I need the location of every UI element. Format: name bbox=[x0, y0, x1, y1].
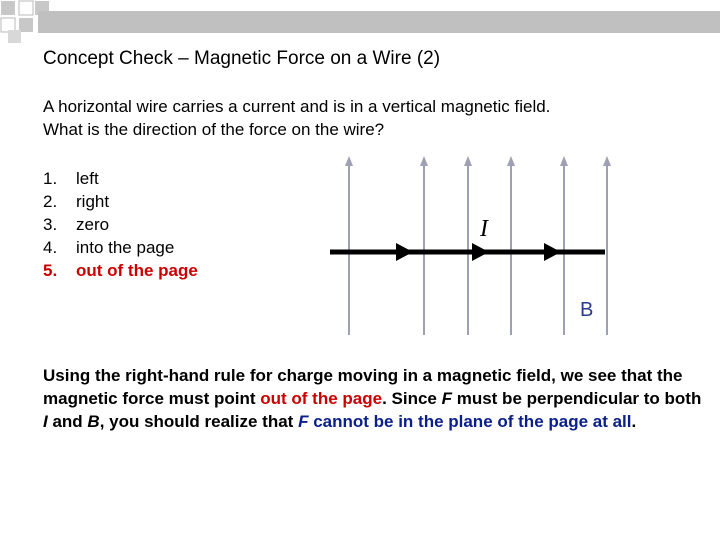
symbol-b: B bbox=[87, 412, 100, 431]
explanation-part: Using the right-hand rule for charge moving in a magnetic field, we see that the magnetic force must point bbox=[43, 366, 683, 408]
option-number: 2. bbox=[43, 192, 58, 211]
current-arrow-2 bbox=[472, 243, 489, 261]
field-line-5 bbox=[560, 156, 568, 335]
explanation-text bbox=[43, 364, 703, 433]
symbol-i: I bbox=[43, 412, 48, 431]
question-line-1: A horizontal wire carries a current and is in a vertical magnetic field. bbox=[43, 97, 551, 116]
page-title: Concept Check – Magnetic Force on a Wire (2) bbox=[43, 48, 441, 69]
answer-options bbox=[43, 167, 198, 282]
option-5-correct bbox=[43, 259, 198, 282]
question-line-2: What is the direction of the force on the wire? bbox=[43, 120, 385, 139]
wire-field-diagram bbox=[330, 150, 630, 340]
conclusion-text: cannot be in the plane of the page at all bbox=[313, 412, 632, 431]
option-label: out of the page bbox=[76, 261, 198, 280]
field-line-2 bbox=[420, 156, 428, 335]
option-label: zero bbox=[76, 215, 110, 234]
field-line-6 bbox=[603, 156, 611, 335]
field-line-3 bbox=[464, 156, 472, 335]
option-3 bbox=[43, 213, 198, 236]
current-arrow-1 bbox=[396, 243, 413, 261]
option-4 bbox=[43, 236, 198, 259]
explanation-part: must be perpendicular to both bbox=[452, 389, 702, 408]
field-label: B bbox=[580, 299, 594, 321]
question-text bbox=[43, 95, 550, 141]
option-1 bbox=[43, 167, 198, 190]
explanation-part: . bbox=[631, 412, 637, 431]
header-bar bbox=[38, 11, 720, 33]
option-2 bbox=[43, 190, 198, 213]
symbol-f: F bbox=[441, 389, 452, 408]
explanation-part: and bbox=[47, 412, 88, 431]
highlight-out-of-page: out of the page bbox=[260, 389, 383, 408]
option-label: right bbox=[76, 192, 110, 211]
field-line-1 bbox=[345, 156, 353, 335]
field-line-4 bbox=[507, 156, 515, 335]
option-label: left bbox=[76, 169, 99, 188]
option-number: 5. bbox=[43, 261, 58, 280]
current-arrow-3 bbox=[544, 243, 561, 261]
option-number: 3. bbox=[43, 215, 58, 234]
current-label: I bbox=[480, 216, 488, 242]
explanation-part: , you should realize that bbox=[99, 412, 299, 431]
option-number: 4. bbox=[43, 238, 58, 257]
option-number: 1. bbox=[43, 169, 58, 188]
explanation-part: . Since bbox=[382, 389, 442, 408]
symbol-f-blue: F bbox=[298, 412, 309, 431]
magnetic-field-lines bbox=[345, 156, 611, 335]
option-label: into the page bbox=[76, 238, 175, 257]
